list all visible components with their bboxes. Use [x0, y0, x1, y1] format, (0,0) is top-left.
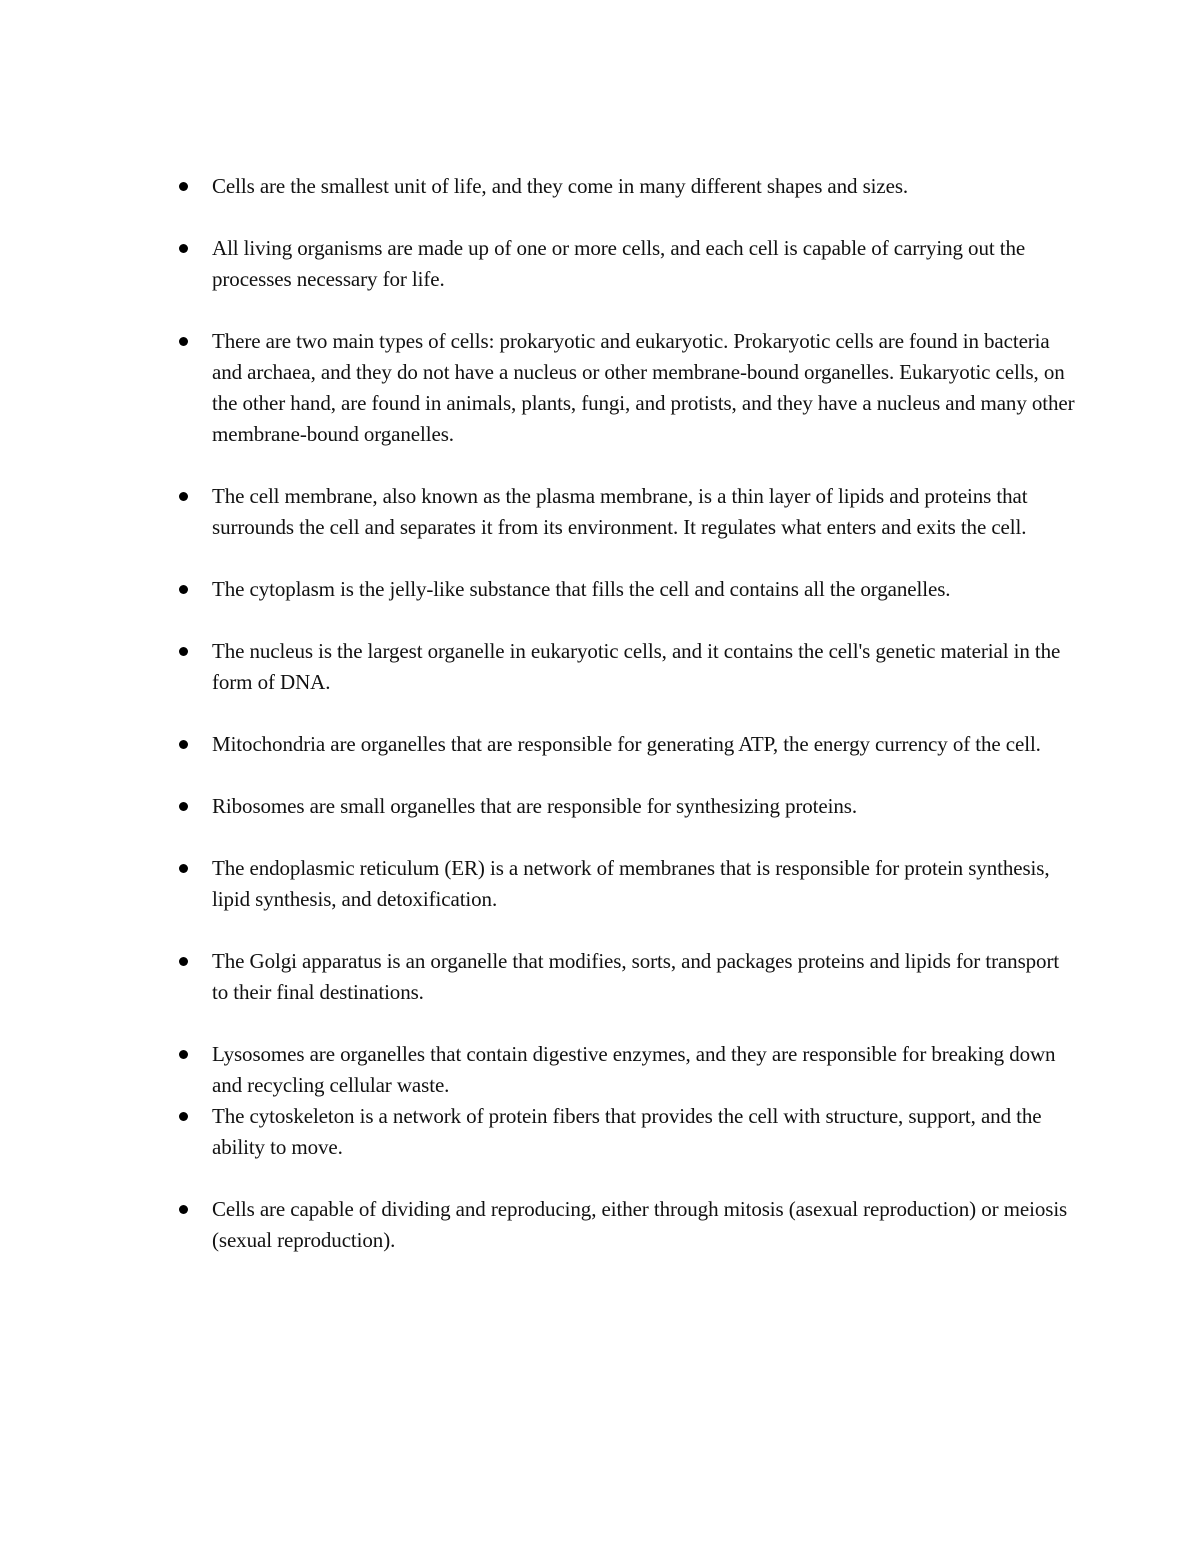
list-item-text: Cells are the smallest unit of life, and they come in many different shapes and sizes.: [212, 174, 909, 198]
bullet-icon: [179, 647, 188, 656]
list-item: [176, 636, 1076, 698]
bullet-icon: [179, 1112, 188, 1121]
list-item-text: The cell membrane, also known as the plasma membrane, is a thin layer of lipids and proteins that surrounds the cell and separates it from its environment. It regulates what enters and exits the cell.: [212, 484, 1028, 539]
bullet-icon: [179, 864, 188, 873]
list-item-text: Ribosomes are small organelles that are responsible for synthesizing proteins.: [212, 794, 857, 818]
list-item: [176, 729, 1076, 760]
list-item-text: There are two main types of cells: prokaryotic and eukaryotic. Prokaryotic cells are found in bacteria and archaea, and they do not have a nucleus or other membrane-bound organelles. Eukaryotic cells, on the other hand, are found in animals, plants, fungi, and protists, and they have a nucleus and many other membrane-bound organelles.: [212, 329, 1075, 446]
list-item-text: The cytoskeleton is a network of protein fibers that provides the cell with structure, support, and the ability to move.: [212, 1104, 1042, 1159]
bullet-icon: [179, 1050, 188, 1059]
bullet-list: [176, 171, 1076, 1287]
bullet-icon: [179, 244, 188, 253]
list-item: [176, 1194, 1076, 1256]
bullet-icon: [179, 1205, 188, 1214]
list-item-text: Mitochondria are organelles that are responsible for generating ATP, the energy currency of the cell.: [212, 732, 1041, 756]
bullet-icon: [179, 740, 188, 749]
bullet-icon: [179, 957, 188, 966]
list-item: [176, 853, 1076, 915]
list-item: [176, 946, 1076, 1008]
list-item: [176, 574, 1076, 605]
list-item: [176, 1101, 1076, 1163]
bullet-icon: [179, 802, 188, 811]
bullet-icon: [179, 585, 188, 594]
list-item: [176, 791, 1076, 822]
list-item-text: The Golgi apparatus is an organelle that modifies, sorts, and packages proteins and lipids for transport to their final destinations.: [212, 949, 1060, 1004]
list-item-text: The cytoplasm is the jelly-like substance that fills the cell and contains all the organelles.: [212, 577, 951, 601]
list-item-text: All living organisms are made up of one or more cells, and each cell is capable of carrying out the processes necessary for life.: [212, 236, 1026, 291]
list-item-text: Cells are capable of dividing and reproducing, either through mitosis (asexual reproduction) or meiosis (sexual reproduction).: [212, 1197, 1068, 1252]
list-item: [176, 326, 1076, 450]
bullet-icon: [179, 337, 188, 346]
bullet-icon: [179, 492, 188, 501]
list-item: [176, 171, 1076, 202]
bullet-icon: [179, 182, 188, 191]
list-item-text: Lysosomes are organelles that contain digestive enzymes, and they are responsible for breaking down and recycling cellular waste.: [212, 1042, 1056, 1097]
list-item-text: The endoplasmic reticulum (ER) is a network of membranes that is responsible for protein synthesis, lipid synthesis, and detoxification.: [212, 856, 1050, 911]
list-item: [176, 1039, 1076, 1101]
list-item-text: The nucleus is the largest organelle in eukaryotic cells, and it contains the cell's genetic material in the form of DNA.: [212, 639, 1061, 694]
list-item: [176, 233, 1076, 295]
list-item: [176, 481, 1076, 543]
